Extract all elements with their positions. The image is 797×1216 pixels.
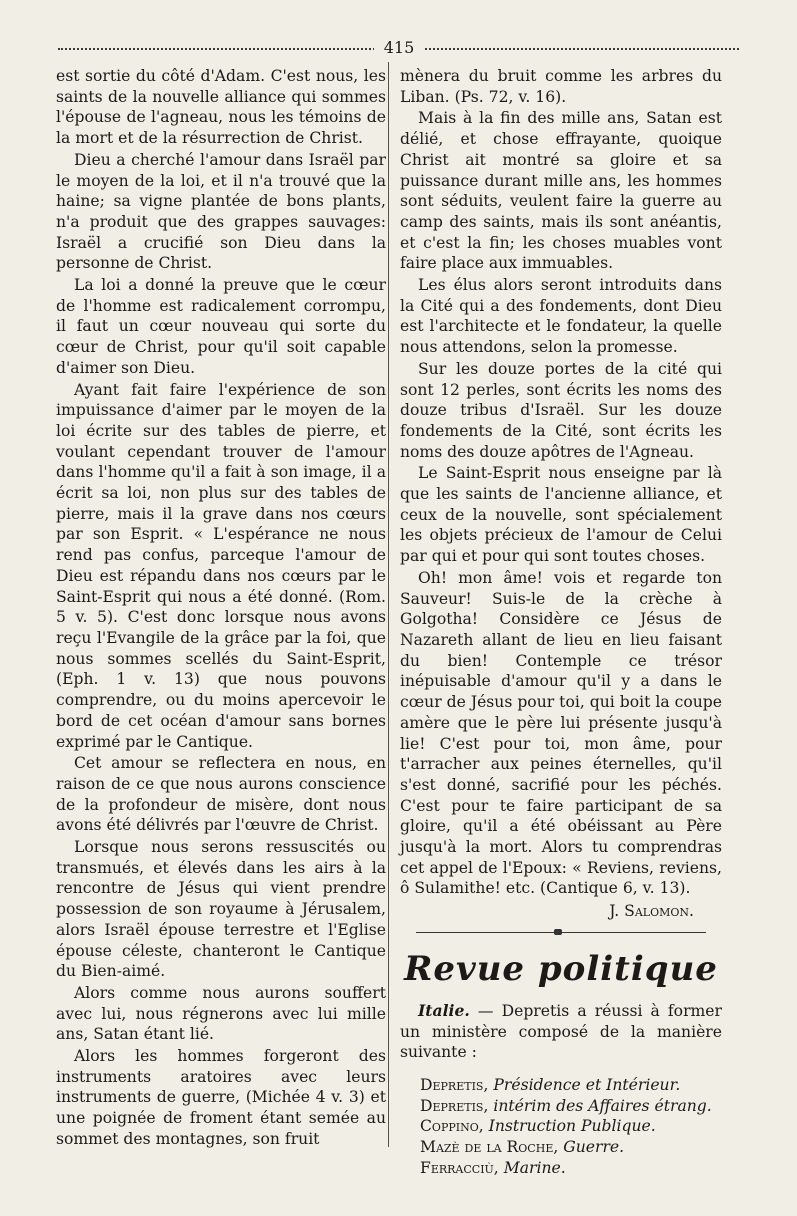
right-paragraph-2: Les élus alors seront introduits dans la Cité qui a des fondements, dont Dieu est l'architecte et le fondateur, la quelle nous attendons, selon la promesse. — [400, 276, 722, 357]
minister-name: Depretis, — [420, 1096, 489, 1115]
minister-list — [400, 1075, 722, 1179]
right-column — [400, 66, 722, 1178]
left-paragraph-3: La loi a donné la preuve que le cœur de l'homme est radicalement corrompu, il faut un cœur nouveau qui sorte du cœur de Christ, pour qu'il soit capable d'aimer son Dieu. — [56, 276, 386, 377]
news-text: — Depretis a réussi à former un ministère composé de la manière suivante : — [400, 1001, 722, 1062]
page-number: 415 — [374, 38, 424, 57]
minister-item — [420, 1158, 722, 1179]
minister-role: Guerre. — [563, 1138, 625, 1157]
column-divider — [388, 62, 389, 1147]
minister-item — [420, 1075, 722, 1096]
right-paragraph-1: Mais à la fin des mille ans, Satan est délié, et chose effrayante, quoique Christ ait montré sa gloire et sa puissance durant mille ans, les hommes sont séduits, veulent faire la guerre au camp des saints, mais ils sont anéantis, et c'est la fin; les choses muables vont faire place aux immuables. — [400, 109, 722, 273]
minister-role: Marine. — [503, 1158, 566, 1177]
minister-role: intérim des Affaires étrang. — [493, 1096, 712, 1115]
left-paragraph-7: Alors comme nous aurons souffert avec lui, nous régnerons avec lui mille ans, Satan étant lié. — [56, 983, 386, 1044]
minister-name: Coppino, — [420, 1117, 484, 1136]
news-country: Italie. — [418, 1000, 470, 1020]
minister-name: Ferracciù, — [420, 1158, 499, 1177]
minister-name: Mazè de la Roche, — [420, 1138, 559, 1157]
left-paragraph-2: Dieu a cherché l'amour dans Israël par le moyen de la loi, et il n'a trouvé que la haine; sa vigne plantée de bons plants, n'a produit que des grappes sauvages: Israël a crucifié son Dieu dans la personne de Christ. — [56, 150, 386, 273]
news-intro — [400, 1001, 722, 1063]
left-paragraph-5: Cet amour se reflectera en nous, en raison de ce que nous aurons conscience de la profondeur de misère, dont nous avons été délivrés par l'œuvre de Christ. — [56, 754, 386, 835]
minister-item — [420, 1116, 722, 1137]
article-signature: J. Salomon. — [609, 902, 694, 921]
left-column — [56, 66, 386, 1151]
section-title: Revue politique — [404, 948, 718, 989]
minister-item — [420, 1137, 722, 1158]
left-paragraph-6: Lorsque nous serons ressuscités ou transmués, et élevés dans les airs à la rencontre de Jésus qui vient prendre possession de son royaume à Jérusalem, alors Israël épouse terrestre et l'Eglise épouse céleste, chanteront le Cantique du Bien-aimé. — [56, 838, 386, 981]
minister-name: Depretis, — [420, 1075, 489, 1094]
minister-item — [420, 1096, 722, 1117]
right-paragraph-5: Oh! mon âme! vois et regarde ton Sauveur! Suis-le de la crèche à Golgotha! Considère ce Jésus de Nazareth allant de lieu en lieu faisant du bien! Contemple ce trésor inépuisable d'amour qu'il y a dans le cœur de Jésus pour toi, qui boit la coupe amère que le père lui présente jusqu'à lie! C'est pour toi, mon âme, pour t'arracher aux peines éternelles, qu'il s'est donné, sacrifié pour les péchés. C'est pour te faire participant de sa gloire, qu'il a été obéissant au Père jusqu'à la mort. Alors tu comprendras cet appel de l'Epoux: « Reviens, reviens, ô Sulamithe! etc. (Cantique 6, v. 13). — [400, 568, 722, 898]
minister-role: Présidence et Intérieur. — [493, 1075, 681, 1094]
left-paragraph-1: est sortie du côté d'Adam. C'est nous, les saints de la nouvelle alliance qui sommes l'épouse de l'agneau, nous les témoins de la mort et de la résurrection de Christ. — [56, 67, 386, 148]
section-separator — [416, 932, 706, 933]
left-paragraph-8: Alors les hommes forgeront des instruments aratoires avec leurs instruments de guerre, (Michée 4 v. 3) et une poignée de froment étant semée au sommet des montagnes, son fruit — [56, 1047, 386, 1148]
minister-role: Instruction Publique. — [488, 1117, 656, 1136]
right-continuation: mènera du bruit comme les arbres du Liban. (Ps. 72, v. 16). — [400, 67, 722, 106]
left-paragraph-4: Ayant fait faire l'expérience de son impuissance d'aimer par le moyen de la loi écrite sur des tables de pierre, et voulant cependant trouver de l'amour dans l'homme qu'il a fait à son image, il a écrit sa loi, non plus sur des tables de pierre, mais il la grave dans nos cœurs par son Esprit. « L'espérance ne nous rend pas confus, parceque l'amour de Dieu est répandu dans nos cœurs par le Saint-Esprit qui nous a été donné. (Rom. 5 v. 5). C'est donc lorsque nous avons reçu l'Evangile de la grâce par la foi, que nous sommes scellés du Saint-Esprit, (Eph. 1 v. 13) que nous pouvons comprendre, ou du moins apercevoir le bord de cet océan d'amour sans bornes exprimé par le Cantique. — [56, 380, 386, 751]
right-paragraph-3: Sur les douze portes de la cité qui sont 12 perles, sont écrits les noms des douze tribus d'Israël. Sur les douze fondements de la Cité, sont écrits les noms des douze apôtres de l'Agneau. — [400, 359, 722, 461]
right-paragraph-4: Le Saint-Esprit nous enseigne par là que les saints de l'ancienne alliance, et ceux de la nouvelle, sont spécialement les objets précieux de l'amour de Celui par qui et pour qui sont toutes choses. — [400, 464, 722, 566]
